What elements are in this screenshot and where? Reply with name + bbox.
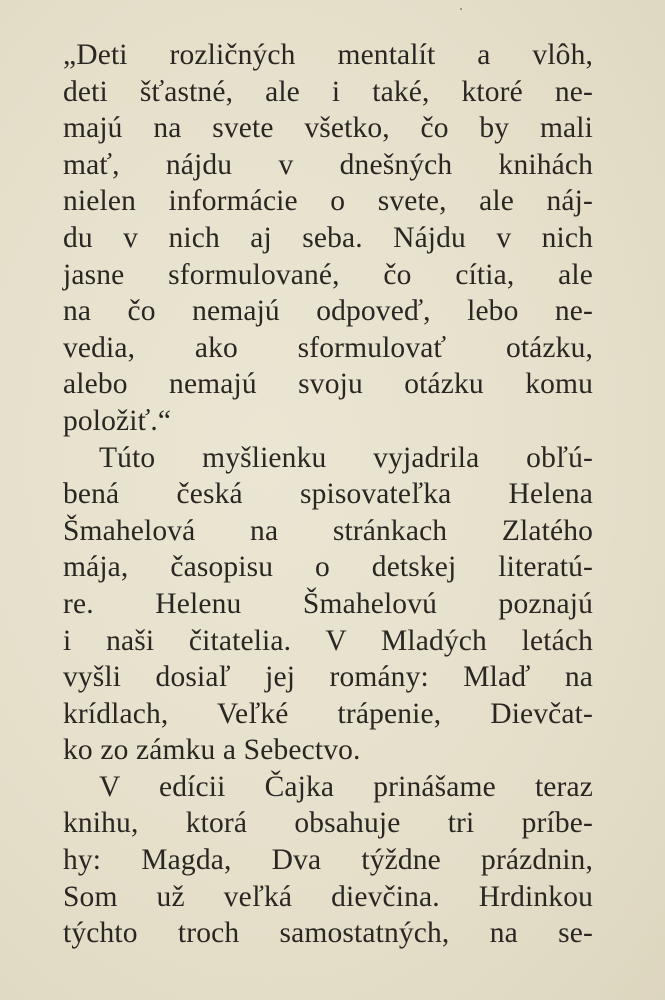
- text-line: Som už veľká dievčina. Hrdinkou: [63, 880, 593, 913]
- text-line: vyšli dosiaľ jej romány: Mlaď na: [63, 661, 593, 694]
- text-line: V edícii Čajka prinášame teraz: [99, 770, 593, 803]
- paragraph-quote: [63, 37, 593, 440]
- text-line: jasne sformulované, čo cítia, ale: [63, 258, 593, 291]
- text-line: alebo nemajú svoju otázku komu: [63, 368, 593, 401]
- text-line: du v nich aj seba. Nájdu v nich: [63, 221, 593, 254]
- text-line: bená česká spisovateľka Helena: [63, 478, 593, 511]
- text-line: vedia, ako sformulovať otázku,: [63, 331, 593, 364]
- text-line: i naši čitatelia. V Mladých letách: [63, 624, 593, 657]
- text-line: majú na svete všetko, čo by mali: [63, 112, 593, 145]
- text-line: re. Helenu Šmahelovú poznajú: [63, 587, 593, 620]
- text-line: krídlach, Veľké trápenie, Dievčat-: [63, 697, 593, 730]
- text-line: Túto myšlienku vyjadrila obľú-: [99, 441, 593, 474]
- text-line: knihu, ktorá obsahuje tri príbe-: [63, 807, 593, 840]
- text-line: mája, časopisu o detskej literatú-: [63, 551, 593, 584]
- paragraph-author: [63, 440, 593, 769]
- body-text: [63, 37, 593, 952]
- paragraph-edition: [63, 769, 593, 952]
- text-line: „Deti rozličných mentalít a vlôh,: [63, 39, 593, 71]
- text-line: hy: Magda, Dva týždne prázdnin,: [63, 844, 593, 877]
- text-line: mať, nájdu v dnešných knihách: [63, 148, 593, 181]
- text-line: položiť.“: [63, 404, 172, 437]
- paper-speck: [460, 8, 462, 10]
- text-line: nielen informácie o svete, ale náj-: [63, 185, 593, 218]
- text-line: Šmahelová na stránkach Zlatého: [63, 514, 593, 547]
- text-line: na čo nemajú odpoveď, lebo ne-: [63, 295, 593, 328]
- text-line: týchto troch samostatných, na se-: [63, 917, 593, 950]
- text-line: deti šťastné, ale i také, ktoré ne-: [63, 75, 593, 108]
- text-line: ko zo zámku a Sebectvo.: [63, 734, 361, 767]
